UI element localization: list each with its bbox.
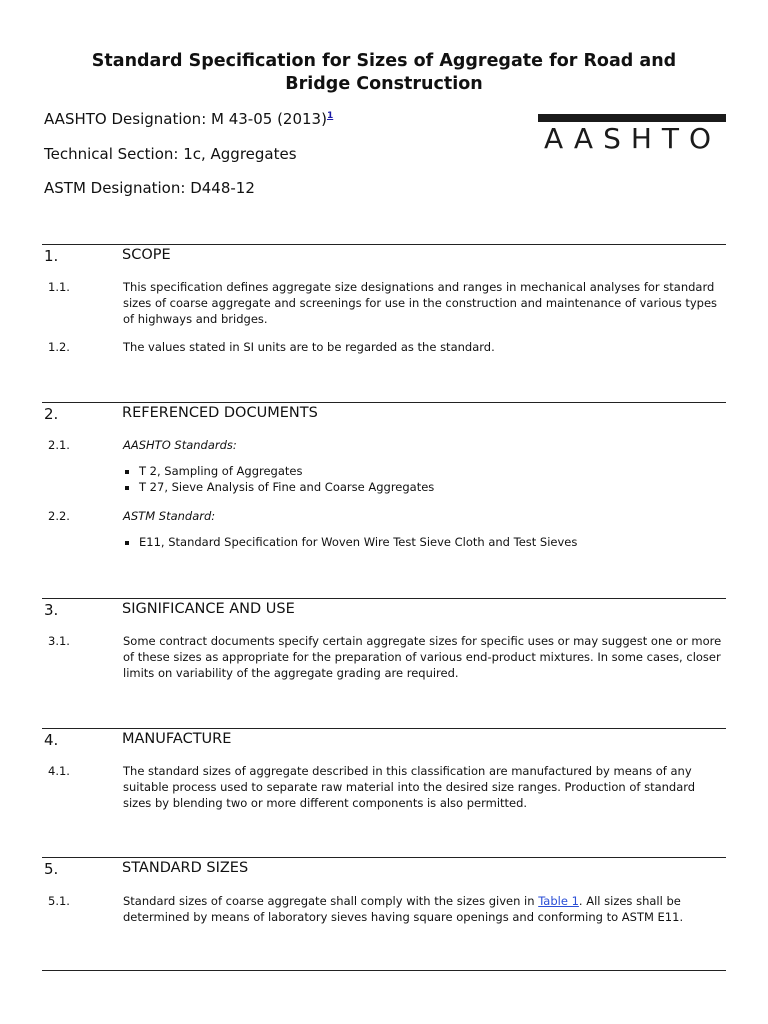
text-before-link: Standard sizes of coarse aggregate shall comply with the sizes given in (123, 894, 539, 908)
section-number: 2. (44, 405, 59, 423)
paragraph-number: 2.1. (48, 438, 70, 452)
footnote-link[interactable]: 1 (326, 111, 334, 121)
list-item: T 2, Sampling of Aggregates (123, 463, 434, 479)
document-title: Standard Specification for Sizes of Aggregate for Road and Bridge Construction (91, 51, 677, 94)
section-title: MANUFACTURE (122, 731, 232, 747)
section-title: SCOPE (122, 247, 171, 263)
astm-standard-list (123, 534, 577, 550)
aashto-standards-list (123, 463, 434, 495)
page-end-rule (42, 970, 726, 971)
astm-designation: ASTM Designation: D448-12 (44, 179, 255, 197)
paragraph-number: 3.1. (48, 634, 70, 648)
list-item: T 27, Sieve Analysis of Fine and Coarse Aggregates (123, 479, 434, 495)
paragraph-text: The values stated in SI units are to be regarded as the standard. (123, 340, 495, 354)
paragraph-number: 1.1. (48, 280, 70, 294)
section-number: 3. (44, 601, 59, 619)
section-number: 5. (44, 860, 59, 878)
aashto-designation (44, 110, 333, 128)
text-after-link: . All sizes shall be determined by means of laboratory sieves having square openings and conforming to ASTM E11. (123, 894, 684, 924)
logo-bar (538, 114, 726, 122)
logo-text: AASHTO (544, 122, 722, 155)
section-title: REFERENCED DOCUMENTS (122, 405, 318, 421)
paragraph-number: 5.1. (48, 894, 70, 908)
section-rule (42, 402, 726, 403)
paragraph-text: Some contract documents specify certain aggregate sizes for specific uses or may suggest one or more of these sizes as appropriate for the preparation of various end-product mixtures. In some cases, closer limits on variability of the aggregate grading are required. (123, 634, 722, 680)
section-number: 4. (44, 731, 59, 749)
section-rule (42, 244, 726, 245)
paragraph-text: AASHTO Standards: (123, 438, 237, 452)
section-rule (42, 728, 726, 729)
section-title: STANDARD SIZES (122, 860, 249, 876)
paragraph-number: 4.1. (48, 764, 70, 778)
list-item: E11, Standard Specification for Woven Wire Test Sieve Cloth and Test Sieves (123, 534, 577, 550)
paragraph-number: 2.2. (48, 509, 70, 523)
designation-text: AASHTO Designation: M 43-05 (2013) (44, 110, 327, 128)
section-title: SIGNIFICANCE AND USE (122, 601, 295, 617)
paragraph-text: This specification defines aggregate size designations and ranges in mechanical analyses for standard sizes of coarse aggregate and screenings for use in the construction and maintenance of various types of highways and bridges. (123, 280, 718, 326)
paragraph-text (123, 893, 723, 925)
section-rule (42, 857, 726, 858)
section-rule (42, 598, 726, 599)
paragraph-text: The standard sizes of aggregate described in this classification are manufactured by means of any suitable process used to separate raw material into the desired size ranges. Production of standard sizes by blending two or more different components is also permitted. (123, 764, 696, 810)
aashto-logo (538, 114, 726, 156)
table-1-link[interactable]: Table 1 (538, 894, 579, 908)
technical-section: Technical Section: 1c, Aggregates (44, 145, 297, 163)
paragraph-number: 1.2. (48, 340, 70, 354)
paragraph-text: ASTM Standard: (123, 509, 216, 523)
section-number: 1. (44, 247, 59, 265)
